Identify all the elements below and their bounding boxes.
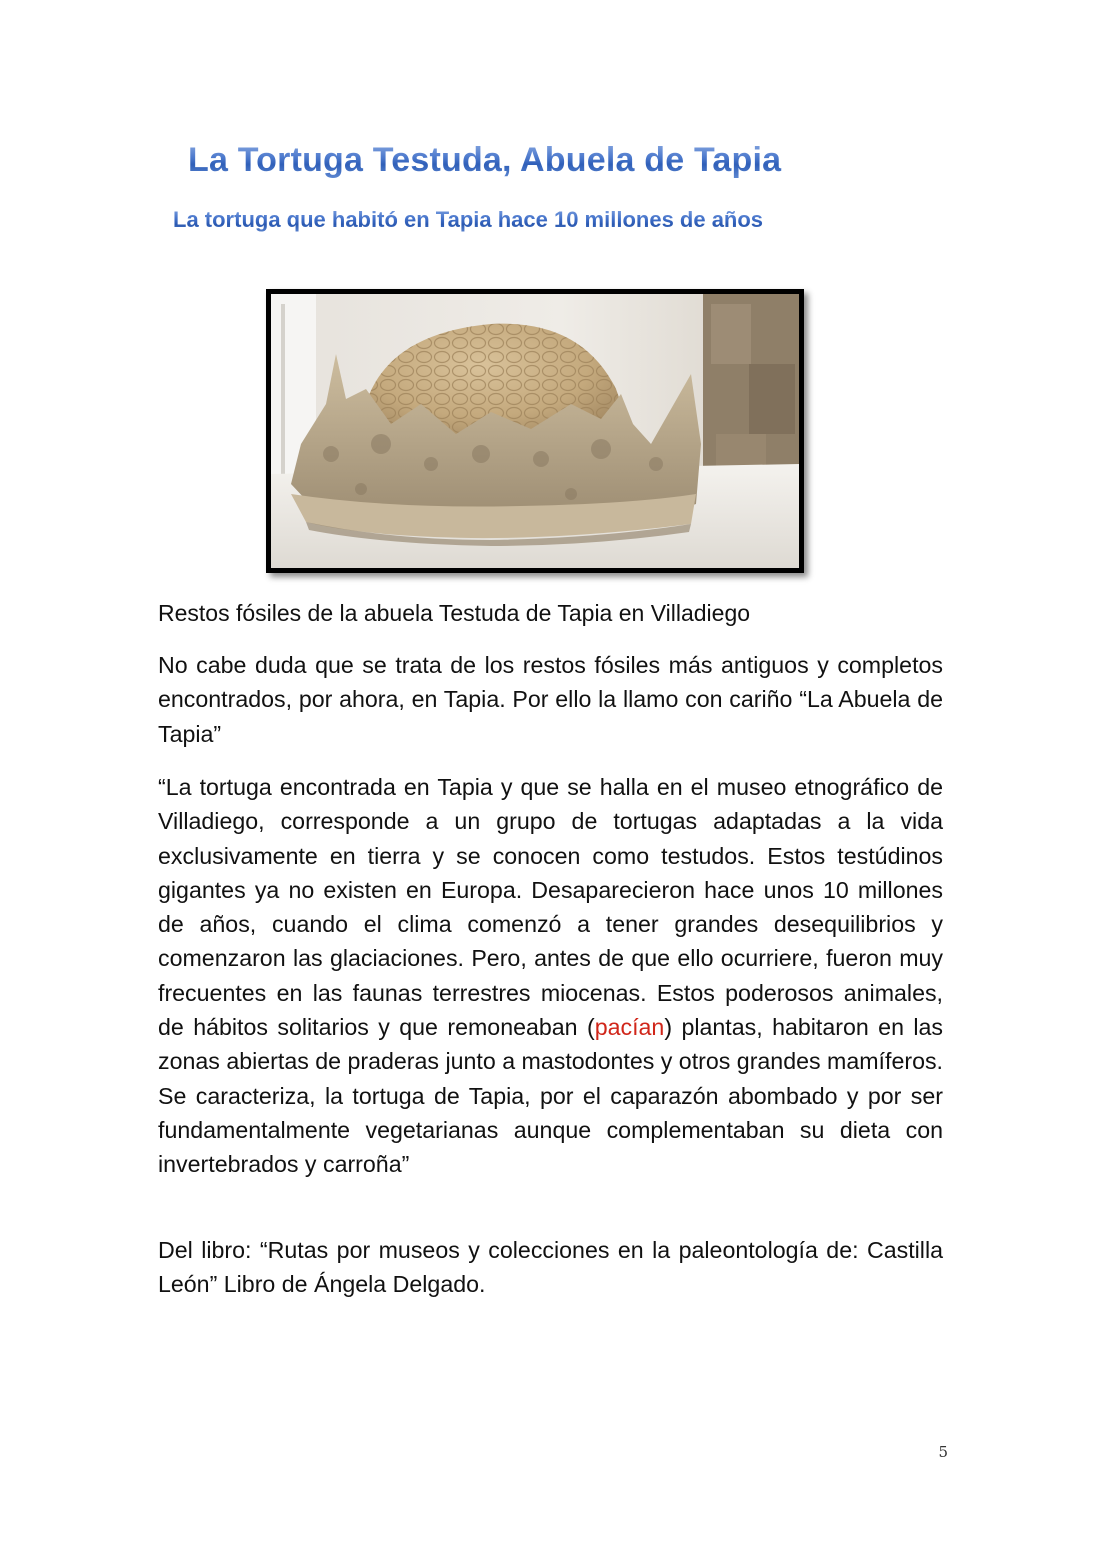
fossil-photo-image: [271, 294, 799, 568]
paragraph-source: Del libro: “Rutas por museos y colecciones en la paleontología de: Castilla León” Libro de Ángela Delgado.: [158, 1237, 943, 1298]
paragraph-quote-text-end: ) plantas, habitaron en las zonas abiertas de praderas junto a mastodontes y otros grandes mamíferos. Se caracteriza, la tortuga de Tapia, por el caparazón abombado y por ser fundamentalmente vegetarianas aunque complementaban su dieta con invertebrados y carroña”: [158, 1014, 944, 1178]
paragraph-quote-text-start: “La tortuga encontrada en Tapia y que se halla en el museo etnográfico de Villadiego, corresponde a un grupo de tortugas adaptadas a la vida exclusivamente en tierra y se conocen como testudos. Estos testúdinos gigantes ya no existen en Europa. Desaparecieron hace unos 10 millones de años, cuando el clima comenzó a tener grandes desequilibrios y comenzaron las glaciaciones. Pero, antes de que ello ocurriere, fueron muy frecuentes en las faunas terrestres miocenas. Estos poderosos animales, de hábitos solitarios y que remoneaban (: [158, 774, 943, 1041]
page-title: La Tortuga Testuda, Abuela de Tapia: [188, 138, 848, 182]
highlighted-word: pacían: [594, 1014, 665, 1041]
page-number: 5: [938, 1443, 948, 1461]
fossil-photo: [266, 289, 804, 573]
paragraph-quote: [158, 770, 943, 1182]
paragraph-intro: No cabe duda que se trata de los restos fósiles más antiguos y completos encontrados, por ahora, en Tapia. Por ello la llamo con cariño “La Abuela de Tapia”: [158, 652, 943, 747]
page-subtitle: La tortuga que habitó en Tapia hace 10 millones de años: [173, 205, 893, 235]
photo-caption: Restos fósiles de la abuela Testuda de Tapia en Villadiego: [158, 600, 751, 626]
